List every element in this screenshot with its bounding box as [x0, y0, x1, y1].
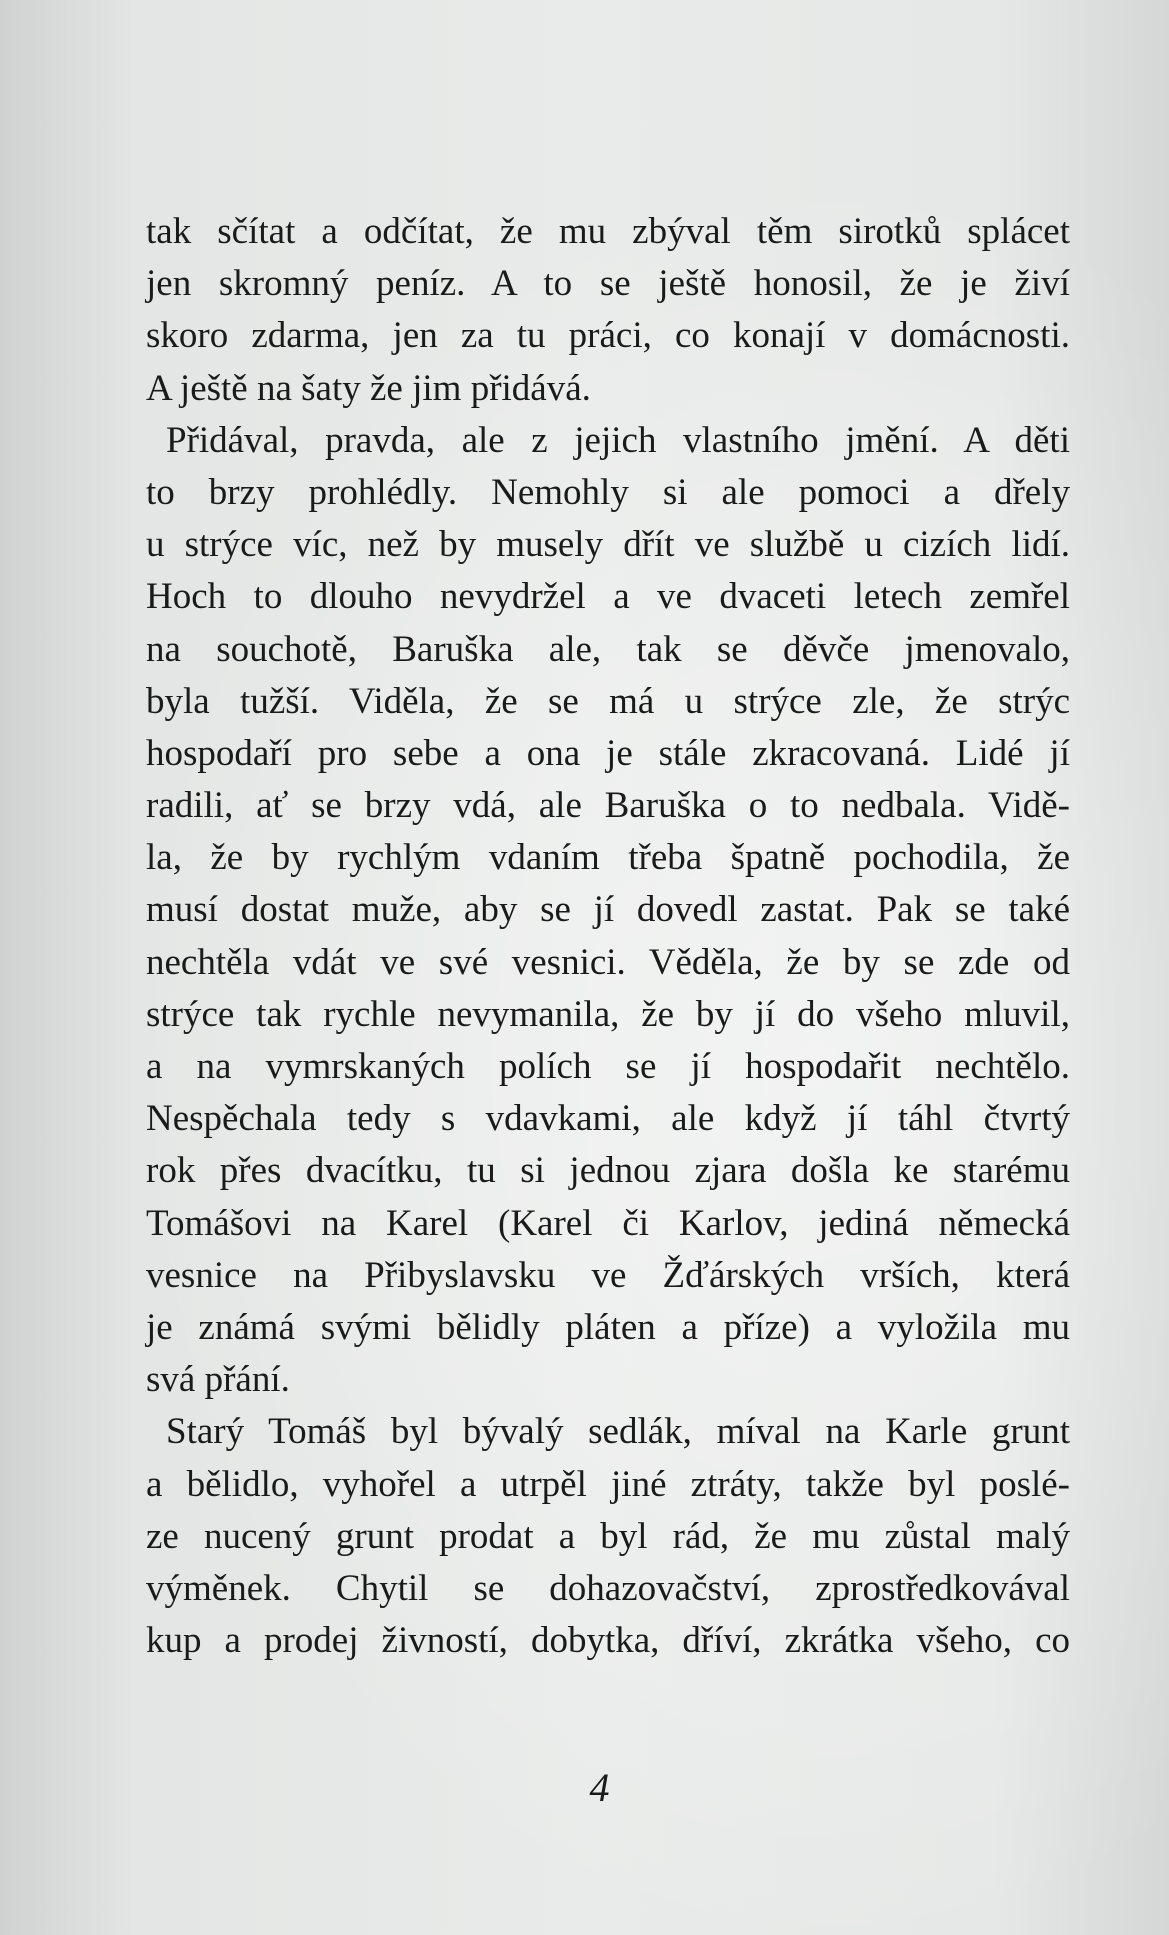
body-text: [146, 206, 1070, 1667]
paragraph-1: [146, 206, 1070, 415]
text-line: to brzy prohlédly. Nemohly si ale pomoci a dřely: [146, 471, 1070, 513]
text-line: u strýce víc, než by musely dřít ve službě u cizích lidí.: [146, 524, 1070, 566]
text-line: nechtěla vdát ve své vesnici. Věděla, že by se zde od: [146, 941, 1070, 983]
text-line: tak sčítat a odčítat, že mu zbýval těm sirotků splácet: [146, 211, 1070, 252]
text-line: výměnek. Chytil se dohazovačství, zprostředkovával: [146, 1567, 1070, 1609]
text-line: kup a prodej živností, dobytka, dříví, zkrátka všeho, co: [146, 1620, 1070, 1662]
text-line: byla tužší. Viděla, že se má u strýce zle, že strýc: [146, 680, 1070, 722]
text-line: svá přání.: [146, 1359, 290, 1401]
text-line: strýce tak rychle nevymanila, že by jí do všeho mluvil,: [146, 993, 1070, 1035]
text-line: radili, ať se brzy vdá, ale Baruška o to nedbala. Vidě-: [146, 785, 1070, 827]
text-line: hospodaří pro sebe a ona je stále zkracovaná. Lidé jí: [146, 732, 1070, 774]
text-line: A ještě na šaty že jim přidává.: [146, 367, 591, 409]
text-line: vesnice na Přibyslavsku ve Žďárských vrších, která: [146, 1254, 1070, 1296]
text-line: musí dostat muže, aby se jí dovedl zastat. Pak se také: [146, 889, 1070, 931]
text-line: Starý Tomáš byl bývalý sedlák, míval na Karle grunt: [166, 1411, 1070, 1453]
text-line: je známá svými bělidly pláten a příze) a vyložila mu: [146, 1306, 1070, 1348]
text-line: skoro zdarma, jen za tu práci, co konají v domácnosti.: [146, 315, 1070, 357]
text-line: rok přes dvacítku, tu si jednou zjara došla ke starému: [146, 1150, 1070, 1192]
text-line: ze nucený grunt prodat a byl rád, že mu zůstal malý: [146, 1515, 1070, 1557]
text-line: Přidával, pravda, ale z jejich vlastního jmění. A děti: [166, 419, 1070, 461]
text-line: a bělidlo, vyhořel a utrpěl jiné ztráty, takže byl poslé-: [146, 1463, 1070, 1505]
text-line: la, že by rychlým vdaním třeba špatně pochodila, že: [146, 837, 1070, 879]
text-line: jen skromný peníz. A to se ještě honosil, že je živí: [146, 263, 1070, 305]
text-line: Tomášovi na Karel (Karel či Karlov, jediná německá: [146, 1202, 1070, 1244]
page-number: 4: [589, 1765, 610, 1810]
text-line: na souchotě, Baruška ale, tak se děvče jmenovalo,: [146, 628, 1070, 670]
paragraph-2: [146, 415, 1070, 1407]
paragraph-3: [146, 1406, 1070, 1667]
text-line: Hoch to dlouho nevydržel a ve dvaceti letech zemřel: [146, 576, 1070, 618]
text-line: Nespěchala tedy s vdavkami, ale když jí táhl čtvrtý: [146, 1098, 1070, 1140]
text-line: a na vymrskaných polích se jí hospodařit nechtělo.: [146, 1046, 1070, 1087]
